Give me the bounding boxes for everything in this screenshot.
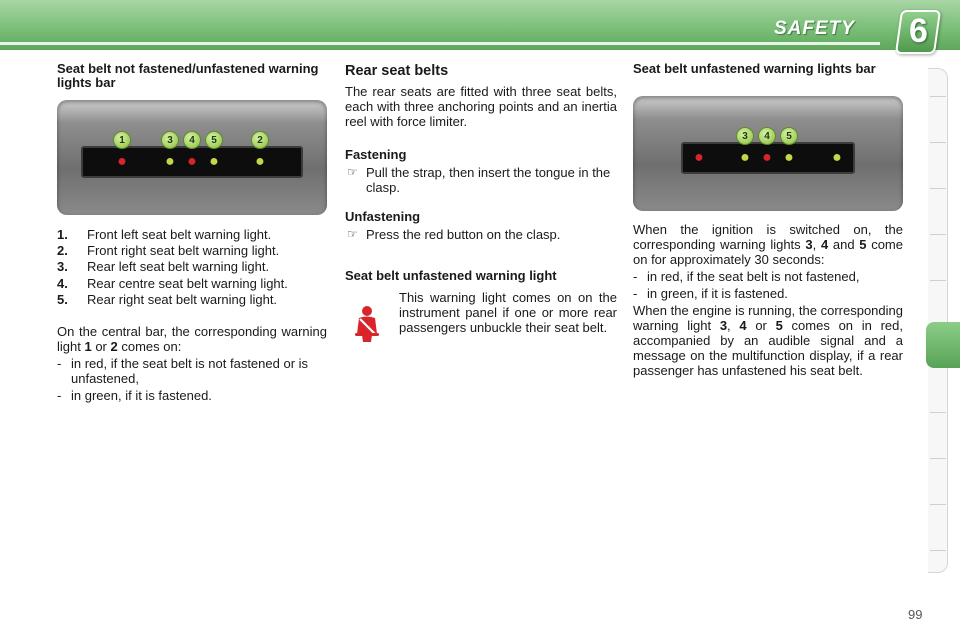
bar-number-badge: 2 bbox=[251, 131, 269, 149]
bar-number-badge: 4 bbox=[758, 127, 776, 145]
left-column bbox=[57, 62, 329, 90]
right-body bbox=[633, 222, 903, 378]
text-run: 4 bbox=[739, 318, 747, 333]
tab-divider bbox=[930, 280, 946, 281]
right-heading: Seat belt unfastened warning lights bar bbox=[633, 61, 876, 76]
chapter-title: SAFETY bbox=[774, 18, 855, 39]
text-run: comes on in red, accompanied by an audible signal and a message on the multifunction display, if a rear passenger has unfastened his seat belt. bbox=[633, 318, 903, 378]
dash-bullet: - bbox=[57, 356, 62, 371]
text-run: or bbox=[746, 318, 776, 333]
dash-bullet: - bbox=[57, 388, 62, 403]
fastening-step bbox=[345, 165, 617, 195]
list-number: 3. bbox=[57, 259, 68, 274]
text-run: comes on: bbox=[117, 339, 182, 354]
tab-divider bbox=[930, 504, 946, 505]
seatbelt-green-icon: ● bbox=[740, 149, 750, 166]
text-run: 4 bbox=[820, 237, 829, 252]
warning-text: This warning light comes on on the instrument panel if one or more rear passengers unbuckle their seat belt. bbox=[399, 290, 617, 335]
middle-intro: The rear seats are fitted with three seat belts, each with three anchoring points and an inertia reel with force limiter. bbox=[345, 84, 617, 129]
seatbelt-red-icon: ● bbox=[187, 153, 197, 170]
bar-number-badge: 5 bbox=[205, 131, 223, 149]
seatbelt-green-icon: ● bbox=[165, 153, 175, 170]
warning-lights-bar-image bbox=[57, 100, 327, 215]
list-number: 2. bbox=[57, 243, 68, 258]
right-paragraph-1 bbox=[633, 222, 903, 267]
text-run: or bbox=[91, 339, 111, 354]
seatbelt-warning-icon bbox=[350, 305, 384, 343]
bar-number-badge: 1 bbox=[113, 131, 131, 149]
text-run: 1 bbox=[84, 339, 92, 354]
header-divider bbox=[0, 42, 880, 45]
text-run: 5 bbox=[859, 237, 867, 252]
seatbelt-green-icon: ● bbox=[784, 149, 794, 166]
dash-text: in green, if it is fastened. bbox=[71, 388, 212, 403]
text-run: and bbox=[828, 237, 860, 252]
left-intro bbox=[57, 324, 327, 354]
left-heading: Seat belt not fastened/unfastened warning lights bar bbox=[57, 61, 319, 90]
right-column bbox=[633, 62, 905, 76]
fastening-heading: Fastening bbox=[345, 147, 407, 162]
list-text: Rear right seat belt warning light. bbox=[87, 292, 278, 307]
tab-divider bbox=[930, 458, 946, 459]
unfastening-heading: Unfastening bbox=[345, 209, 421, 224]
text-run: , bbox=[727, 318, 740, 333]
dash-item bbox=[633, 269, 903, 284]
list-text: Rear centre seat belt warning light. bbox=[87, 276, 288, 291]
list-text: Rear left seat belt warning light. bbox=[87, 259, 270, 274]
chapter-tab-active[interactable] bbox=[926, 322, 960, 368]
left-body bbox=[57, 324, 327, 403]
dash-bullet: - bbox=[633, 269, 638, 284]
bar-number-badge: 4 bbox=[183, 131, 201, 149]
text-run: When the ignition is switched on, the corresponding warning lights bbox=[633, 222, 903, 252]
step-text: Pull the strap, then insert the tongue in the clasp. bbox=[366, 165, 611, 195]
page-number: 99 bbox=[908, 607, 923, 622]
list-number: 5. bbox=[57, 292, 68, 307]
dash-item bbox=[57, 356, 327, 386]
text-run: 3 bbox=[805, 237, 813, 252]
chapter-tab-strip bbox=[928, 68, 948, 573]
text-run: 2 bbox=[110, 339, 118, 354]
tab-divider bbox=[930, 550, 946, 551]
unfastening-step bbox=[345, 227, 617, 242]
dash-text: in green, if it is fastened. bbox=[647, 286, 788, 301]
rear-warning-lights-bar-image bbox=[633, 96, 903, 211]
middle-column bbox=[345, 62, 617, 335]
text-run: When the engine is running, the corresponding warning light bbox=[633, 303, 903, 333]
tab-divider bbox=[930, 188, 946, 189]
pointer-icon: ☞ bbox=[347, 165, 358, 179]
right-paragraph-2 bbox=[633, 303, 903, 378]
list-text: Front right seat belt warning light. bbox=[87, 243, 280, 258]
tab-divider bbox=[930, 142, 946, 143]
bar-number-badge: 3 bbox=[736, 127, 754, 145]
list-text: Front left seat belt warning light. bbox=[87, 227, 272, 242]
step-text: Press the red button on the clasp. bbox=[366, 227, 561, 242]
dash-text: in red, if the seat belt is not fastened or is unfastened, bbox=[71, 356, 309, 386]
dash-text: in red, if the seat belt is not fastened, bbox=[647, 269, 860, 284]
text-run: , bbox=[812, 237, 821, 252]
list-number: 1. bbox=[57, 227, 68, 242]
seatbelt-red-icon: ● bbox=[694, 149, 704, 166]
text-run: On the central bar, the corresponding warning light bbox=[57, 324, 327, 354]
text-run: come on for approximately 30 seconds: bbox=[633, 237, 903, 267]
seatbelt-green-icon: ● bbox=[832, 149, 842, 166]
seatbelt-red-icon: ● bbox=[762, 149, 772, 166]
text-run: 5 bbox=[775, 318, 783, 333]
bar-number-badge: 3 bbox=[161, 131, 179, 149]
list-number: 4. bbox=[57, 276, 68, 291]
tab-divider bbox=[930, 234, 946, 235]
dash-item bbox=[633, 286, 903, 301]
section-heading: Rear seat belts bbox=[345, 63, 449, 79]
bar-number-badge: 5 bbox=[780, 127, 798, 145]
tab-divider bbox=[930, 412, 946, 413]
chapter-number: 6 bbox=[909, 12, 928, 50]
tab-divider bbox=[930, 96, 946, 97]
pointer-icon: ☞ bbox=[347, 227, 358, 241]
dash-bullet: - bbox=[633, 286, 638, 301]
seatbelt-green-icon: ● bbox=[255, 153, 265, 170]
warning-heading: Seat belt unfastened warning light bbox=[345, 268, 557, 283]
text-run: 3 bbox=[719, 318, 728, 333]
seatbelt-green-icon: ● bbox=[209, 153, 219, 170]
dash-item bbox=[57, 388, 327, 403]
seatbelt-red-icon: ● bbox=[117, 153, 127, 170]
